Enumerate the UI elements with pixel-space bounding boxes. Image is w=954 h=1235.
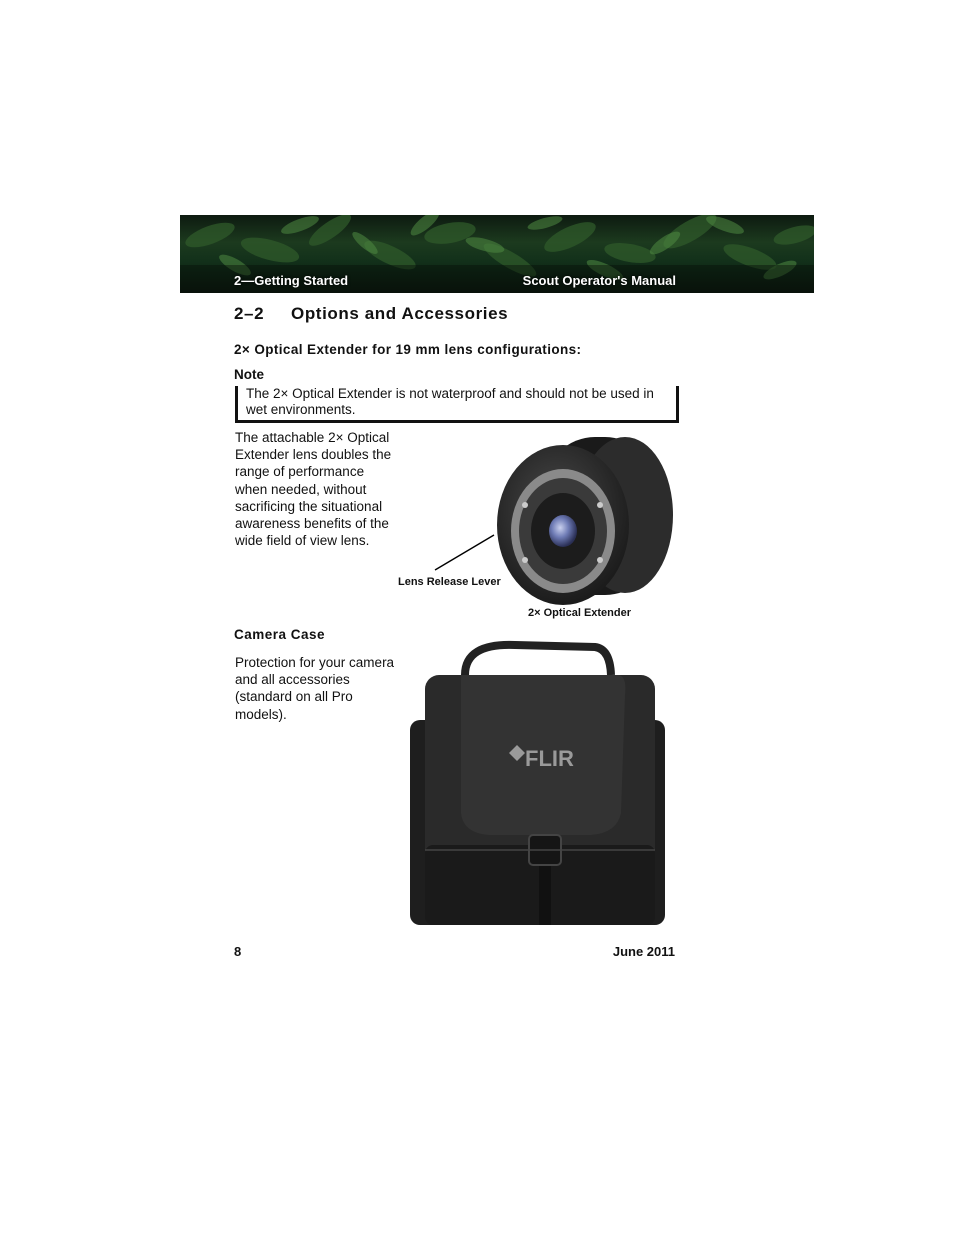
camera-case-image <box>405 635 675 930</box>
lens-release-lever-callout: Lens Release Lever <box>398 576 501 588</box>
note-label: Note <box>234 367 264 382</box>
camera-case-description: Protection for your camera and all accessories (standard on all Pro models). <box>235 655 395 722</box>
section-title <box>234 304 508 324</box>
flir-logo-text: FLIR <box>525 746 574 771</box>
camera-case-heading: Camera Case <box>234 627 326 642</box>
section-name: Options and Accessories <box>291 304 509 323</box>
note-text: The 2× Optical Extender is not waterproof and should not be used in wet environments. <box>246 386 654 417</box>
header-banner <box>180 215 814 293</box>
section-number: 2–2 <box>234 304 265 323</box>
extender-description: The attachable 2× Optical Extender lens doubles the range of performance when needed, without sacrificing the situational awareness benefits of the wide field of view lens. <box>235 430 392 549</box>
optical-extender-callout: 2× Optical Extender <box>528 607 632 619</box>
camera-case-figure <box>405 635 675 930</box>
manual-title: Scout Operator's Manual <box>522 273 676 288</box>
optical-extender-figure <box>395 425 685 625</box>
extender-heading: 2× Optical Extender for 19 mm lens configurations: <box>234 342 582 357</box>
chapter-label: 2—Getting Started <box>234 273 349 288</box>
page-number: 8 <box>234 944 242 959</box>
optical-extender-image <box>395 425 685 625</box>
note-box <box>235 386 679 423</box>
footer-date: June 2011 <box>612 944 675 959</box>
